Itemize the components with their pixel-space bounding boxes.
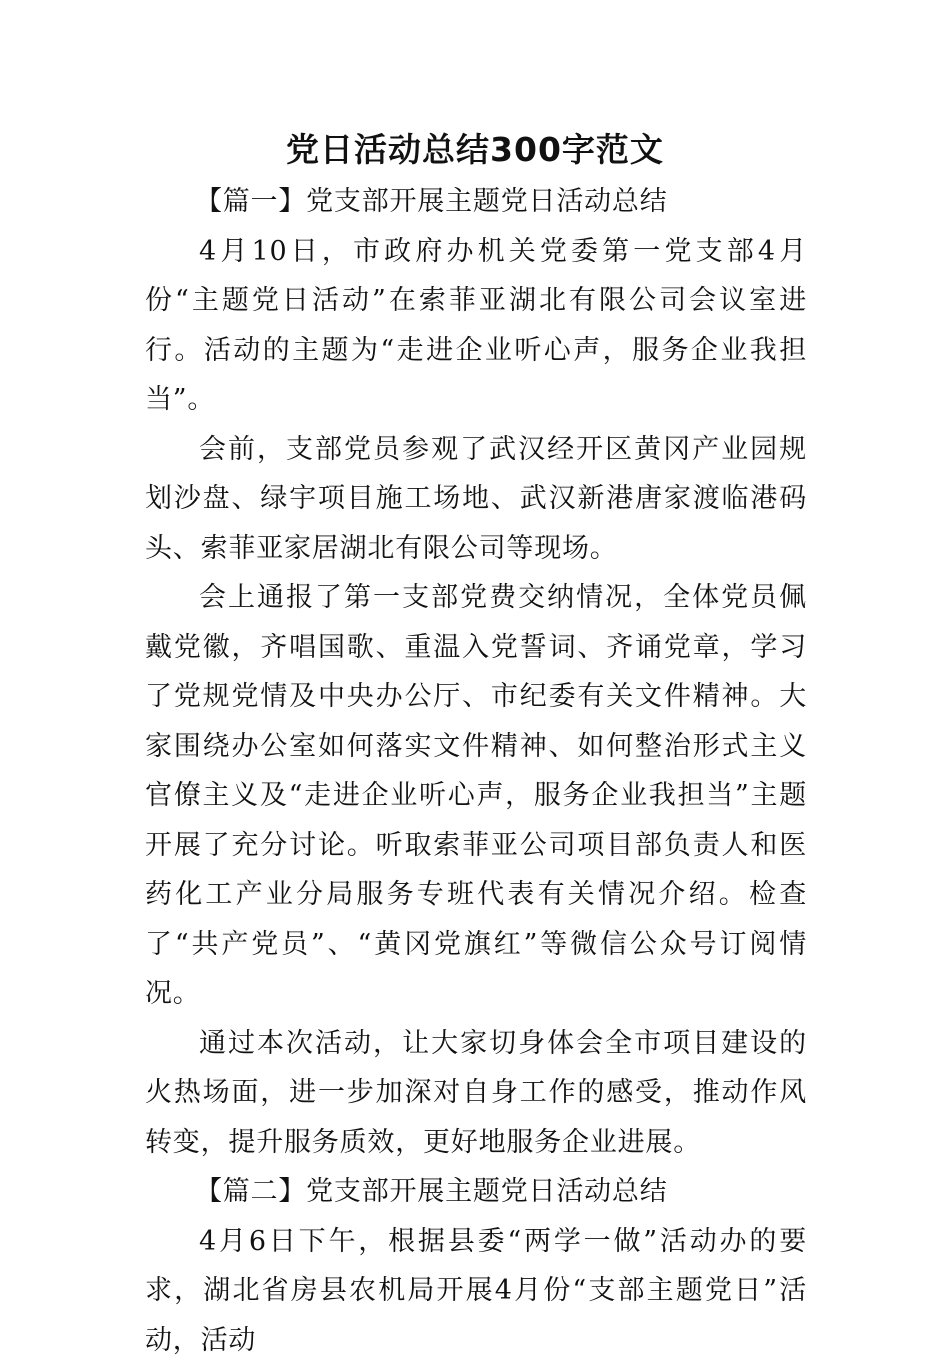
paragraph: 会上通报了第一支部党费交纳情况，全体党员佩戴党徽，齐唱国歌、重温入党誓词、齐诵党章，学习了党规党情及中央办公厅、市纪委有关文件精神。大家围绕办公室如何落实文件精神、如何整治形式主义官僚主义及“走进企业听心声，服务企业我担当”主题开展了充分讨论。听取索菲亚公司项目部负责人和医药化工产业分局服务专班代表有关情况介绍。检查了“共产党员”、“黄冈党旗红”等微信公众号订阅情况。	[145, 573, 807, 1019]
section-heading-1: 【篇一】党支部开展主题党日活动总结	[145, 177, 807, 227]
paragraph: 4月6日下午，根据县委“两学一做”活动办的要求，湖北省房县农机局开展4月份“支部主题党日”活动，活动	[145, 1217, 807, 1365]
paragraph: 通过本次活动，让大家切身体会全市项目建设的火热场面，进一步加深对自身工作的感受，推动作风转变，提升服务质效，更好地服务企业进展。	[145, 1019, 807, 1168]
section-heading-2: 【篇二】党支部开展主题党日活动总结	[145, 1167, 807, 1217]
document-body	[145, 177, 807, 1365]
document-title: 党日活动总结300字范文	[0, 127, 950, 173]
paragraph: 4月10日，市政府办机关党委第一党支部4月份“主题党日活动”在索菲亚湖北有限公司会议室进行。活动的主题为“走进企业听心声，服务企业我担当”。	[145, 227, 807, 425]
paragraph: 会前，支部党员参观了武汉经开区黄冈产业园规划沙盘、绿宇项目施工场地、武汉新港唐家渡临港码头、索菲亚家居湖北有限公司等现场。	[145, 425, 807, 574]
